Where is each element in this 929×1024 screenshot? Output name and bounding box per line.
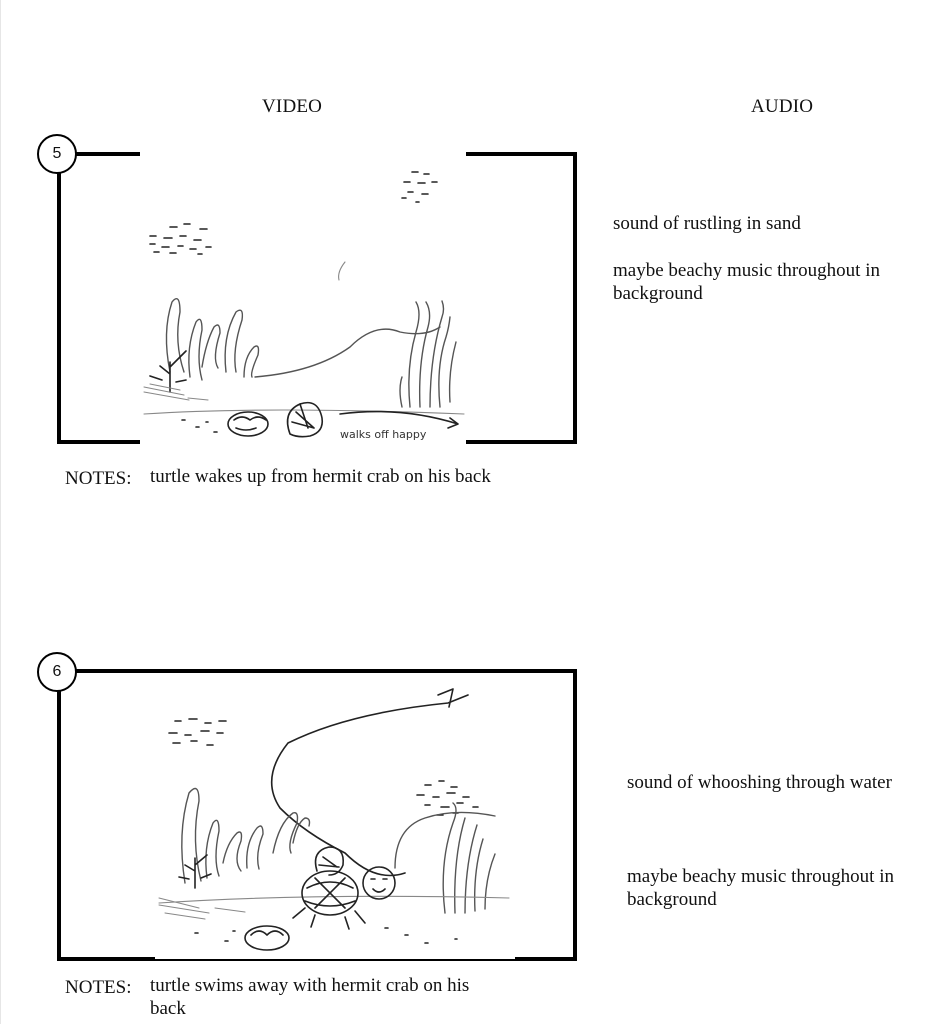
panel-5-sketch [140,152,466,444]
audio-cue: maybe beachy music throughout in background [627,866,894,910]
notes-label: NOTES: [65,977,132,998]
audio-cue: sound of rustling in sand [613,213,801,234]
audio-cue: sound of whooshing through water [627,772,892,793]
audio-column-header: AUDIO [751,96,814,117]
panel-number-badge: 6 [37,652,77,692]
shell-icon [228,412,268,436]
notes-label: NOTES: [65,468,132,489]
swim-path-arrow [272,689,468,876]
fish-school-icon [417,781,478,815]
fish-school-icon [169,719,226,745]
shell-icon [245,926,289,950]
turtle-with-hermit-crab-icon [293,847,395,929]
notes-text: turtle swims away with hermit crab on his back [150,975,470,1019]
hermit-crab-icon [288,403,323,437]
fish-school-icon [402,172,437,202]
panel-6-sketch [155,673,515,959]
video-column-header: VIDEO [262,96,323,117]
audio-cue: maybe beachy music throughout in background [613,260,880,304]
fish-school-icon [150,224,211,254]
seaweed-icon [400,301,456,407]
page-edge [0,0,1,1024]
panel-number-badge: 5 [37,134,77,174]
notes-text: turtle wakes up from hermit crab on his back [150,466,491,487]
sketch-caption: walks off happy [340,428,427,441]
seaweed-icon [166,299,258,380]
seaweed-icon [182,789,310,884]
